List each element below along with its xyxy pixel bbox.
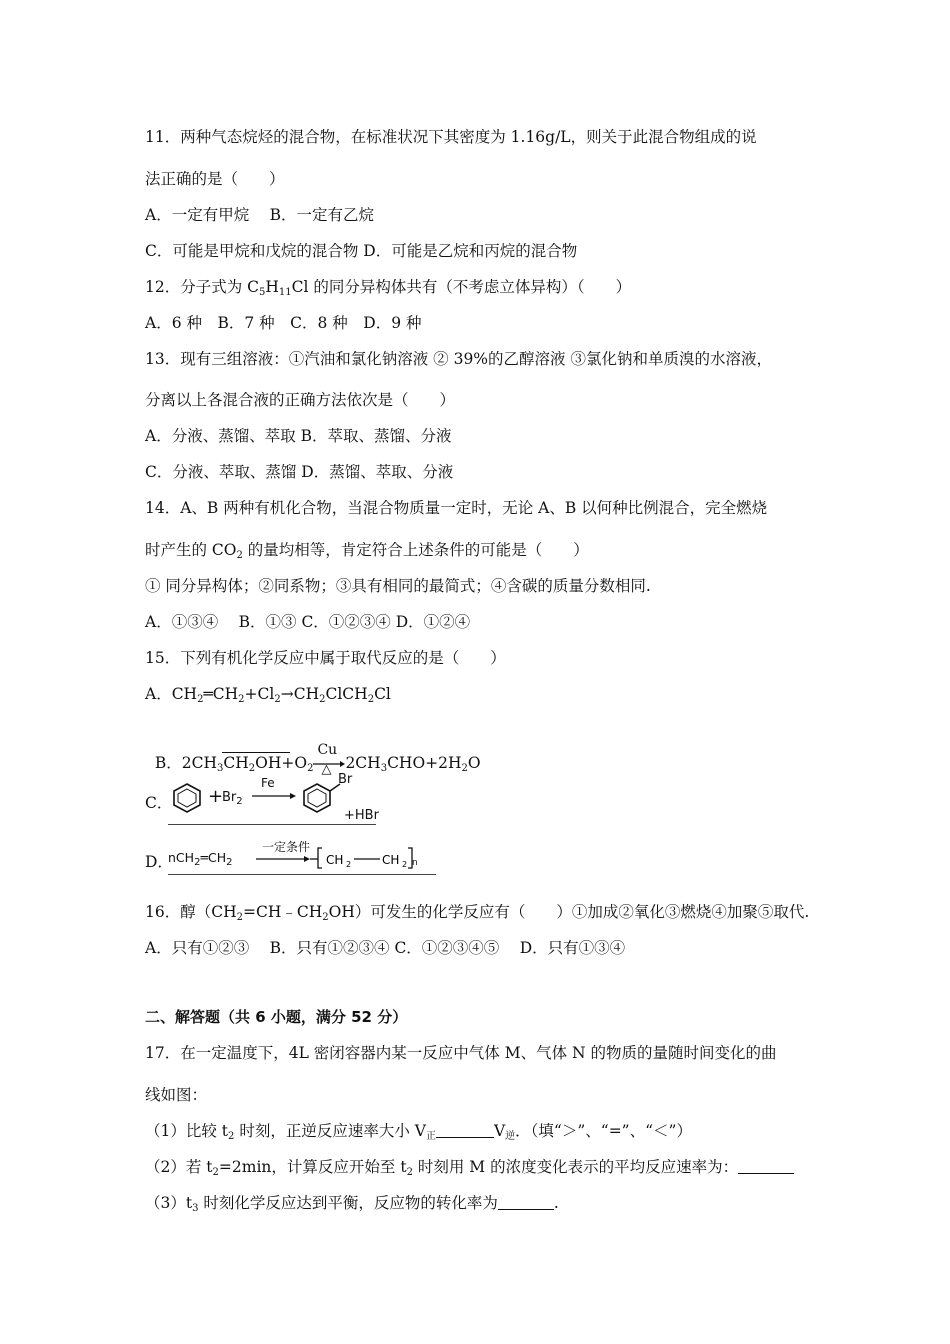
q13-line2: 分离以上各混合液的正确方法依次是（ ） <box>145 391 456 409</box>
q14-options: A．①③④ B．①③ C．①②③④ D．①②④ <box>145 613 471 631</box>
q15-option-a: A．$CH_2═CH_2+Cl_2\to CH_2ClCH_2Cl$ <box>145 685 391 705</box>
section-title: 二、解答题（共 6 小题，满分 52 分） <box>145 1008 408 1026</box>
q15-b-underline <box>222 752 290 753</box>
q14-line1: 14．A、B 两种有机化合物，当混合物质量一定时，无论 A、B 以何种比例混合，完全燃烧 <box>145 499 768 517</box>
benzene-icon <box>172 782 202 814</box>
q13-options-ab: A．分液、蒸馏、萃取 B．萃取、蒸馏、分液 <box>145 427 452 445</box>
q17-line1: 17．在一定温度下，4L 密闭容器内某一反应中气体 M、气体 N 的物质的量随时间变化的曲 <box>145 1044 777 1062</box>
q17-part2: （2）若 $t_2=2\min$，计算反应开始至 $t_2$ 时刻用 M 的浓度变化表示的平均反应速率为： <box>145 1157 794 1183</box>
q15-c-underline <box>168 824 376 825</box>
q17-part1: （1）比较 $t_2$ 时刻，正逆反应速率大小 $V_正$ $V_逆$．（填“＞”、“=”、“＜”） <box>145 1122 692 1142</box>
q15-option-d-label: D． <box>145 853 173 871</box>
polymer-bracket-icon <box>310 844 450 870</box>
q15-option-b: B．$2CH_3CH_2OH+O_2$ Cu △ $2CH_3CHO+2H_2O$ <box>145 733 481 779</box>
q11-options-ab: A．一定有甲烷 B．一定有乙烷 <box>145 206 375 224</box>
arrow-icon <box>252 791 296 801</box>
blank-3[interactable] <box>498 1195 554 1210</box>
q11-line2: 法正确的是（ ） <box>145 170 285 188</box>
q15-option-c-image: + $Br_2$ Fe Br +HBr <box>168 776 418 824</box>
blank-2[interactable] <box>738 1159 794 1174</box>
heat-symbol: △ <box>321 762 332 777</box>
q15-stem: 15．下列有机化学反应中属于取代反应的是（ ） <box>145 649 506 667</box>
q12-options: A．6 种 B．7 种 C．8 种 D．9 种 <box>145 314 422 332</box>
q12-stem: 12．分子式为 $C_5H_{11}Cl$ 的同分异构体共有（不考虑立体异构）（ ） <box>145 278 632 298</box>
q15-option-c-label: C． <box>145 794 173 812</box>
reaction-arrow <box>313 742 345 777</box>
bromobenzene-icon <box>302 780 342 814</box>
svg-text:CH: CH <box>382 853 400 867</box>
q11-line1: 11．两种气态烷烃的混合物，在标准状况下其密度为 1.16g/L，则关于此混合物组成的说 <box>145 128 757 146</box>
q14-line3: ① 同分异构体；②同系物；③具有相同的最简式；④含碳的质量分数相同. <box>145 577 651 595</box>
q11-options-cd: C．可能是甲烷和戊烷的混合物 D．可能是乙烷和丙烷的混合物 <box>145 242 578 260</box>
svg-text:CH: CH <box>326 853 344 867</box>
q14-line2: 时产生的 $CO_2$ 的量均相等，肯定符合上述条件的可能是（ ） <box>145 541 589 561</box>
q16-options: A．只有①②③ B．只有①②③④ C．①②③④⑤ D．只有①③④ <box>145 939 626 957</box>
q17-part3: $(3)t_3$ 时刻化学反应达到平衡，反应物的转化率为 . <box>145 1194 559 1214</box>
arrow-icon <box>256 854 310 864</box>
blank-1[interactable] <box>436 1123 494 1138</box>
svg-text:2: 2 <box>346 860 352 869</box>
q17-line2: 线如图： <box>145 1086 208 1104</box>
q16-stem: 16．醇$(CH_2=CH﹣CH_2OH)$可发生的化学反应有（ ）①加成②氧化③燃烧④加聚⑤取代. <box>145 903 810 923</box>
q13-options-cd: C．分液、萃取、蒸馏 D．蒸馏、萃取、分液 <box>145 463 454 481</box>
q13-line1: 13．现有三组溶液：①汽油和氯化钠溶液 ② 39%的乙醇溶液 ③氯化钠和单质溴的水溶液， <box>145 350 772 368</box>
q15-option-d-image: $nCH_2═CH_2$ 一定条件 CH 2 CH 2 n <box>168 842 458 876</box>
svg-text:2: 2 <box>402 860 408 869</box>
catalyst-label: Cu <box>317 742 338 758</box>
q15-d-underline <box>168 874 436 875</box>
